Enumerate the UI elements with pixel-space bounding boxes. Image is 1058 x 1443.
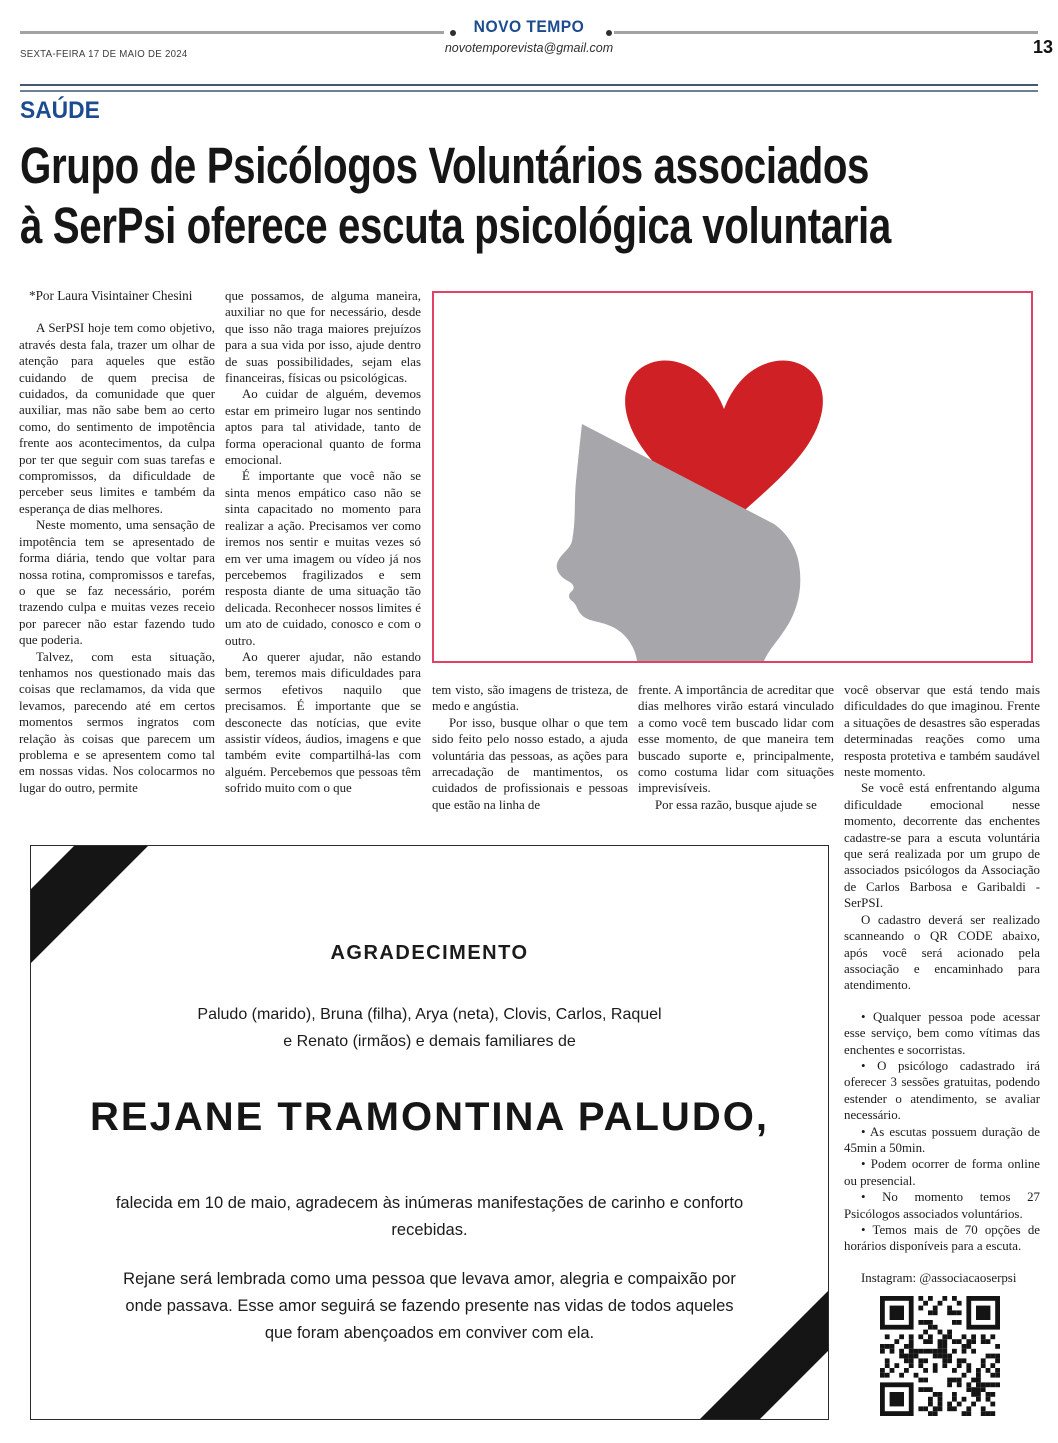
article-paragraph: Neste momento, uma sensação de impotência tem se apresentado de forma diária, tendo que voltar para nossa rotina, compromissos e tarefas, o que se faz necessário, porém trazendo culpa e muitas vezes receio por parecer não estar fazendo tudo que poderia. (19, 518, 215, 648)
article-byline: *Por Laura Visintainer Chesini (29, 288, 193, 303)
edition-date: SEXTA-FEIRA 17 DE MAIO DE 2024 (20, 48, 188, 60)
article-paragraph: frente. A importância de acreditar que dias melhores virão estará vinculado a como você tem buscado lidar com esse momento, de que maneira tem buscado suporte e, principalmente, como costuma lidar com situações imprevisíveis. (638, 683, 834, 796)
article-column-1 (19, 288, 215, 796)
section-label: SAÚDE (20, 97, 100, 124)
article-paragraph: Ao cuidar de alguém, devemos estar em primeiro lugar nos sentindo aptos para tal atividade, tanto de forma operacional quanto de forma emocional. (225, 387, 421, 468)
article-paragraph: Ao querer ajudar, não estando bem, teremos mais dificuldades para sermos efetivos naquilo que precisamos. É importante que se desconecte das notícias, que evite assistir vídeos, áudios, imagens e que também evite compartilhá-las com alguém. Percebemos que pessoas têm sofrido muito com o que (225, 649, 421, 796)
memorial-title: AGRADECIMENTO (330, 942, 529, 964)
memorial-name: REJANE TRAMONTINA PALUDO, (90, 1095, 769, 1139)
memorial-family: Paludo (marido), Bruna (filha), Arya (neta), Clovis, Carlos, Raquel e Renato (irmãos) e demais familiares de (197, 1006, 662, 1050)
bullet-item: • Temos mais de 70 opções de horários disponíveis para a escuta. (844, 1223, 1040, 1254)
article-paragraph: que possamos, de alguma maneira, auxiliar no que for necessário, desde que isso não traga maiores prejuízos para a sua vida por isso, ajude dentro de suas possibilidades, sejam elas financeiras, físicas ou psicológicas. (225, 289, 421, 386)
brand-email: novotemporevista@gmail.com (444, 41, 614, 55)
headline (20, 136, 1058, 256)
article-paragraph: Por essa razão, busque ajude se (655, 797, 817, 812)
article-paragraph: O cadastro deverá ser realizado scanneando o QR CODE abaixo, após você será acionado pela associação e encaminhado para atendimento. (844, 912, 1040, 993)
instagram-handle: Instagram: @associacaoserpsi (861, 1270, 1017, 1285)
article-column-2 (225, 288, 421, 797)
headline-line-2: à SerPsi oferece escuta psicológica voluntaria (20, 197, 891, 254)
brand-title: NOVO TEMPO (473, 17, 585, 36)
article-paragraph: tem visto, são imagens de tristeza, de medo e angústia. (432, 683, 628, 714)
memorial-paragraph: falecida em 10 de maio, agradecem às inúmeras manifestações de carinho e conforto recebidas. (115, 1194, 744, 1239)
bullet-item: • No momento temos 27 Psicólogos associados voluntários. (844, 1190, 1040, 1221)
article-paragraph: A SerPSI hoje tem como objetivo, através desta fala, trazer um olhar de atenção para aqueles que estão cuidando de quem precisa de cuidados, da comunidade que quer auxiliar, mas não sabe bem ao certo como, do sentimento de impotência frente aos acontecimentos, da culpa por ter que seguir com suas tarefas e compromissos, da dificuldade de perceber seus limites e também da esperança de dias melhores. (19, 321, 215, 516)
memorial-notice (30, 845, 829, 1420)
bullet-item: • Qualquer pessoa pode acessar esse serviço, bem como vítimas das enchentes e socorristas. (844, 1009, 1040, 1057)
article-paragraph: É importante que você não se sinta menos empático caso não se sinta capacitado no momento para realizar a ação. Precisamos ver como iremos nos sentir e muitas vezes só em ver uma imagem ou vídeo já nos percebemos fragilizados e sem resposta diante de uma situação tão delicada. Reconhecer nossos limites é um ato de cuidado, conosco e com o outro. (225, 469, 421, 648)
article-column-5 (844, 682, 1040, 1286)
header-divider (20, 84, 1038, 92)
illustration-frame (432, 291, 1033, 663)
memorial-paragraph: Rejane será lembrada como uma pessoa que levava amor, alegria e compaixão por onde passava. Esse amor seguirá se fazendo presente nas vidas de todos aqueles que foram abençoados em conviver com ela. (123, 1270, 736, 1342)
article-column-3 (432, 682, 628, 813)
brand-dot-right (606, 30, 612, 36)
headline-line-1: Grupo de Psicólogos Voluntários associados (20, 137, 870, 194)
page-number: 13 (1032, 37, 1053, 57)
article-paragraph: você observar que está tendo mais dificuldades do que imaginou. Frente a situações de desastres são esperadas determinadas reações como uma resposta protetiva e também saudável neste momento. (844, 683, 1040, 780)
qr-code (878, 1294, 1002, 1422)
article-column-4 (638, 682, 834, 813)
bullet-item: • Podem ocorrer de forma online ou presencial. (844, 1157, 1040, 1188)
article-paragraph: Por isso, busque olhar o que tem sido feito pelo nosso estado, a ajuda voluntária das pessoas, as ações para arrecadação de mantimentos, os cuidados de profissionais e pessoas que estão na linha de (432, 715, 628, 812)
bullet-item: • As escutas possuem duração de 45min a 50min. (844, 1124, 1040, 1155)
article-paragraph: Talvez, com esta situação, tenhamos nos questionado mais das coisas que reclamamos, da vida que levamos, parecendo até em certos momentos sermos ingratos com relação às coisas que parecem um problema e se apresentem como tal em nossas vidas. Nos colocarmos no lugar do outro, permite (19, 649, 215, 795)
head-with-heart-illustration (434, 293, 1031, 661)
header-rule-right (614, 31, 1038, 34)
article-paragraph: Se você está enfrentando alguma dificuldade emocional nesse momento, decorrente das enchentes cadastre-se para a escuta voluntária que será realizada por um grupo de associados psicólogos da Associação de Carlos Barbosa e Garibaldi - SerPSI. (844, 781, 1040, 911)
bullet-item: • O psicólogo cadastrado irá oferecer 3 sessões gratuitas, podendo estender o atendimento, se avaliar necessário. (844, 1058, 1040, 1123)
